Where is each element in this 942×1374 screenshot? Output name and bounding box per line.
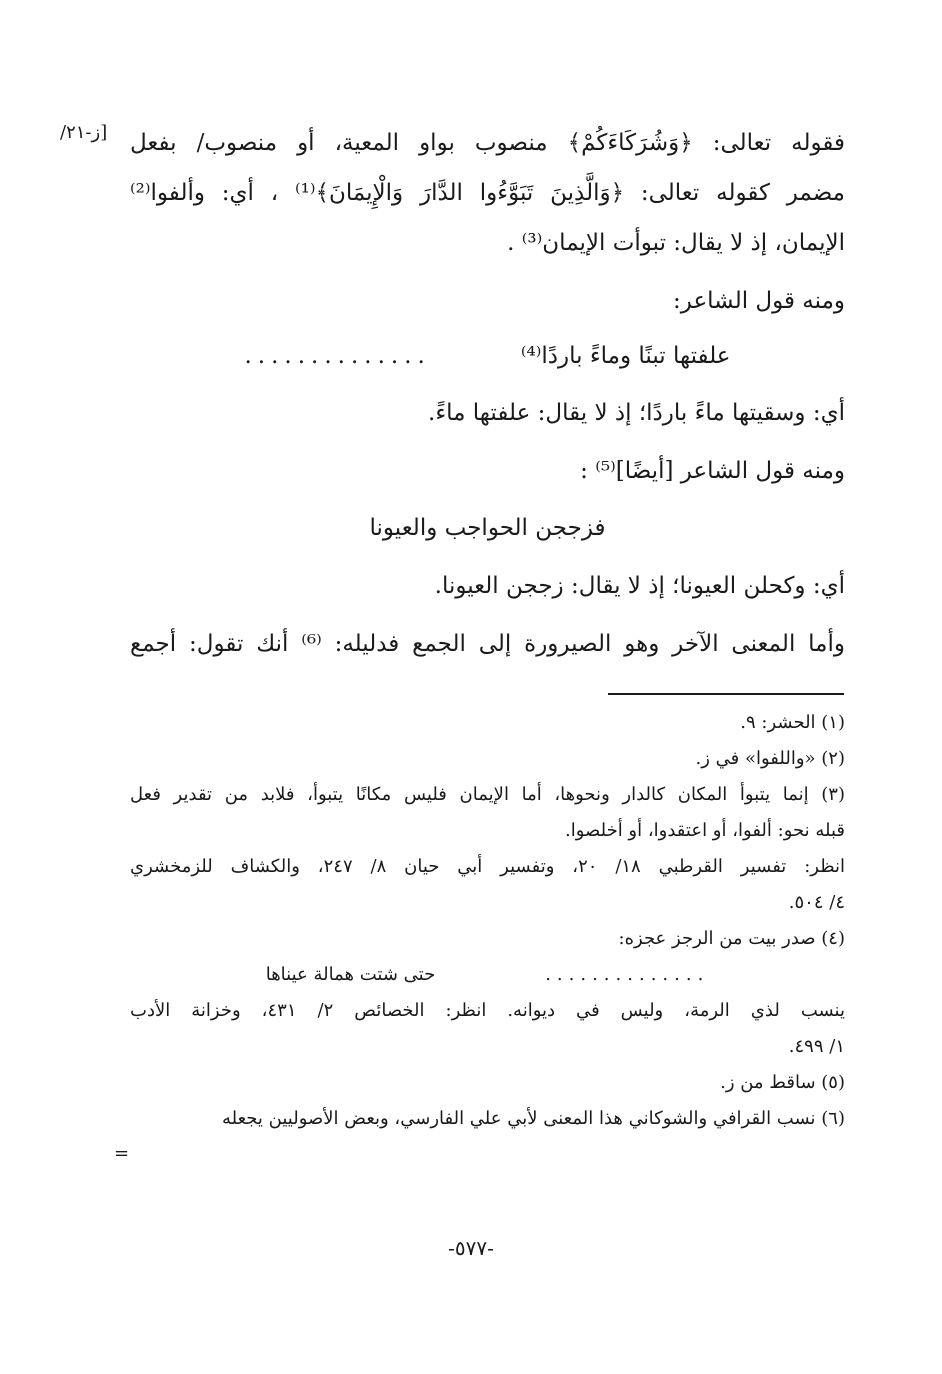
footnote-6: (٦) نسب القرافي والشوكاني هذا المعنى لأبي علي الفارسي، وبعض الأصوليين يجعله: [222, 1108, 845, 1129]
footnote-3-line-1: (٣) إنما يتبوأ المكان كالدار ونحوها، أما الإيمان فليس مكانًا يتبوأ، فلابد من تقدير فعل: [130, 784, 845, 805]
explanation-1: [130, 388, 845, 438]
text-line-3: الإيمان، إذ لا يقال: تبوأت الإيمان⁽³⁾ .: [507, 230, 845, 256]
last-line-text: وأما المعنى الآخر وهو الصيرورة إلى الجمع فدليله: ⁽⁶⁾ أنك تقول: أجمع: [130, 631, 845, 657]
explanation-1-text: أي: وسقيتها ماءً باردًا؛ إذ لا يقال: علفتها ماءً.: [428, 400, 845, 426]
footnote-4-line-1: (٤) صدر بيت من الرجز عجزه:: [618, 928, 845, 949]
poet-intro-2-text: ومنه قول الشاعر [أيضًا]⁽⁵⁾ :: [580, 458, 845, 484]
footnote-4-line-3: ١/ ٤٩٩.: [788, 1036, 845, 1057]
footnote-4-line-2: ينسب لذي الرمة، وليس في ديوانه. انظر: الخصائص ٢/ ٤٣١، وخزانة الأدب: [130, 1000, 845, 1021]
poet-intro-1-text: ومنه قول الشاعر:: [673, 288, 845, 314]
poet-intro-2: [130, 446, 845, 496]
verse-1-second-hemistich: ..............: [244, 343, 431, 369]
footnote-3-line-3: انظر: تفسير القرطبي ١٨/ ٢٠، وتفسير أبي حيان ٨/ ٢٤٧، والكشاف للزمخشري: [130, 856, 845, 877]
verse-2-text: فزججن الحواجب والعيونا: [369, 515, 606, 541]
footnote-4-verse-text: حتى شتت همالة عيناها: [265, 964, 436, 985]
last-paragraph: [130, 619, 845, 669]
footnote-separator: [608, 693, 844, 695]
footnote-3-line-4: ٤/ ٥٠٤.: [788, 892, 845, 913]
verse-1: [130, 331, 845, 381]
footnote-2: (٢) «واللفوا» في ز.: [695, 748, 845, 769]
explanation-2: [130, 561, 845, 611]
main-text-block: [130, 118, 845, 268]
footnotes: [130, 705, 845, 1137]
verse-2: [130, 503, 845, 553]
footnote-4-verse-dots: ..............: [545, 964, 710, 985]
footnote-3-line-2: قبله نحو: ألفوا، أو اعتقدوا، أو أخلصوا.: [564, 820, 845, 841]
poet-intro-1: [130, 276, 845, 326]
footnote-1: (١) الحشر: ٩.: [740, 712, 845, 733]
explanation-2-text: أي: وكحلن العيونا؛ إذ لا يقال: زججن العيونا.: [434, 573, 845, 599]
continuation-mark: =: [114, 1143, 130, 1164]
text-line-2: مضمر كقوله تعالى: ﴿وَالَّذِينَ تَبَوَّءُوا الدَّارَ وَالْإِيمَانَ﴾⁽¹⁾ ، أي: وألفوا⁽²⁾: [130, 180, 845, 206]
verse-1-first-hemistich: علفتها تبنًا وماءً باردًا⁽⁴⁾: [520, 343, 731, 369]
footnote-5: (٥) ساقط من ز.: [720, 1072, 845, 1093]
text-line-1: فقوله تعالى: ﴿وَشُرَكَاءَكُمْ﴾ منصوب بواو المعية، أو منصوب/ بفعل: [130, 130, 845, 156]
margin-reference: [ز-٢١/: [60, 122, 108, 143]
footnote-4-verse: [130, 957, 845, 993]
page-number: -٥٧٧-: [448, 1236, 494, 1260]
